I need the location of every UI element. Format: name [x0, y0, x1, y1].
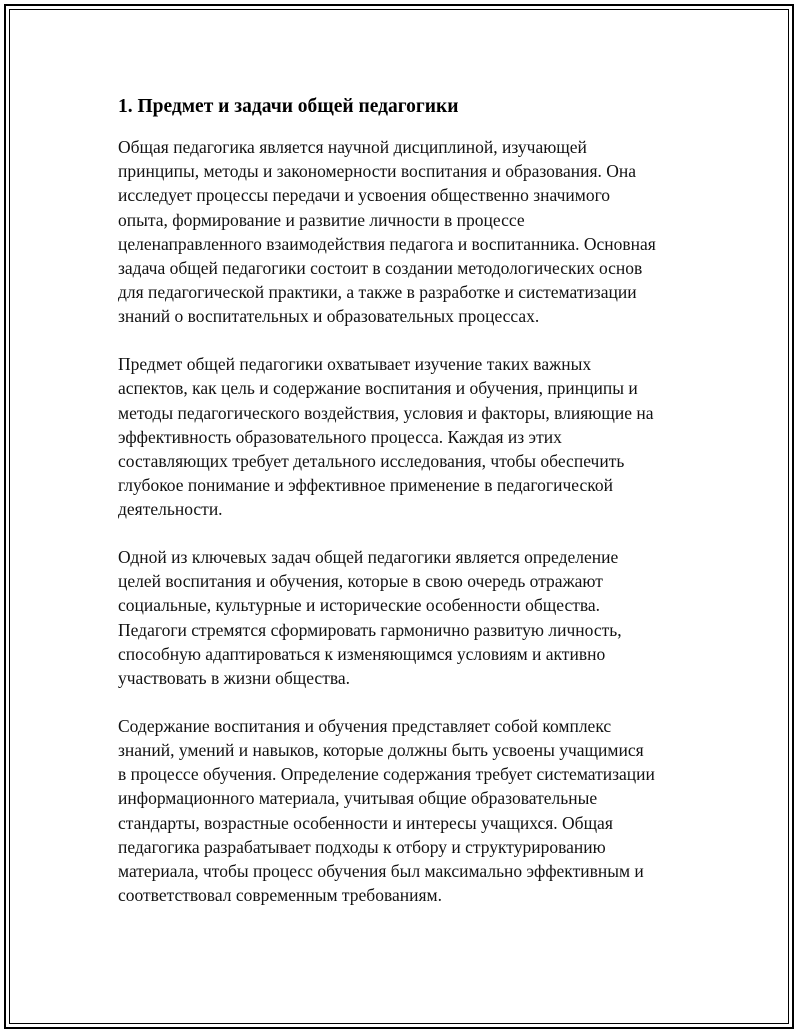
section-heading: 1. Предмет и задачи общей педагогики [118, 96, 459, 117]
paragraph-subject-and-tasks: Общая педагогика является научной дисциплиной, изучающей принципы, методы и закономерности воспитания и образования. Она исследует процессы передачи и усвоения общественно значимого опыта, формирование и развитие личности в процессе целенаправленного взаимодействия педагога и воспитанника. Основная задача общей педагогики состоит в создании методологических основ для педагогической практики, а также в разработке и систематизации знаний о воспитательных и образовательных процессах. [118, 137, 656, 327]
paragraph-goals: Одной из ключевых задач общей педагогики является определение целей воспитания и обучения, которые в свою очередь отражают социальные, культурные и исторические особенности общества. Педагоги стремятся сформировать гармонично развитую личность, способную адаптироваться к изменяющимся условиям и активно участвовать в жизни общества. [118, 547, 622, 689]
paragraph-content-of-education: Содержание воспитания и обучения представляет собой комплекс знаний, умений и навыков, которые должны быть усвоены учащимися в процессе обучения. Определение содержания требует систематизации информационного материала, учитывая общие образовательные стандарты, возрастные особенности и интересы учащихся. Общая педагогика разрабатывает подходы к отбору и структурированию материала, чтобы процесс обучения был максимально эффективным и соответствовал современным требованиям. [118, 715, 655, 906]
paragraph-subject-scope: Предмет общей педагогики охватывает изучение таких важных аспектов, как цель и содержание воспитания и обучения, принципы и методы педагогического воздействия, условия и факторы, влияющие на эффективность образовательного процесса. Каждая из этих составляющих требует детального исследования, чтобы обеспечить глубокое понимание и эффективное применение в педагогической деятельности. [118, 354, 654, 520]
document-body [118, 94, 698, 931]
